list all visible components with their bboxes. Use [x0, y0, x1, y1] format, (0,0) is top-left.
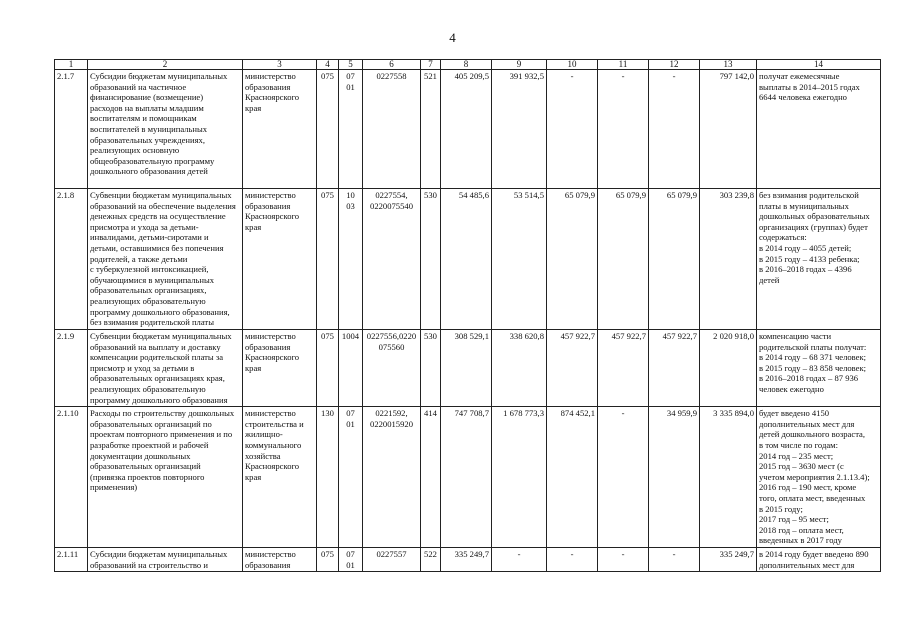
amount-2016: 457 922,7 — [547, 330, 598, 407]
code-section: 07 01 — [339, 548, 363, 572]
code-expense-type: 414 — [421, 407, 441, 548]
row-number: 2.1.10 — [55, 407, 88, 548]
amount-2016: 65 079,9 — [547, 189, 598, 330]
header-cell: 3 — [243, 60, 317, 70]
measure-name: Субвенции бюджетам муниципальных образований на обеспечение выделения денежных средств на осуществление присмотра и ухода за детьми- инвалидами, детьми-сиротами и детьми, оставшимися без попечения родителей, а также детьми с туберкулезной интоксикацией, обучающимися в муниципальных образовательных организациях, реализующих образовательную программу дошкольного образования, без взимания родительской платы — [88, 189, 243, 330]
amount-2014: 405 209,5 — [441, 70, 492, 189]
measure-name: Субвенции бюджетам муниципальных образований на выплату и доставку компенсации родительской платы за присмотр и уход за детьми в образовательных организациях края, реализующих образовательную программу дошкольного образования — [88, 330, 243, 407]
header-cell: 11 — [598, 60, 649, 70]
responsible-ministry: министерство образования — [243, 548, 317, 572]
code-section: 07 01 — [339, 70, 363, 189]
amount-2018: - — [649, 548, 700, 572]
header-cell: 7 — [421, 60, 441, 70]
program-measures-table — [54, 59, 881, 572]
amount-2015: - — [492, 548, 547, 572]
code-grbs: 075 — [317, 70, 339, 189]
row-number: 2.1.11 — [55, 548, 88, 572]
header-cell: 13 — [700, 60, 757, 70]
amount-total: 303 239,8 — [700, 189, 757, 330]
responsible-ministry: министерство образования Красноярского края — [243, 189, 317, 330]
code-target: 0227554, 0220075540 — [363, 189, 421, 330]
code-grbs: 075 — [317, 330, 339, 407]
code-grbs: 075 — [317, 189, 339, 330]
code-target: 0227557 — [363, 548, 421, 572]
code-expense-type: 521 — [421, 70, 441, 189]
code-target: 0227556,0220 075560 — [363, 330, 421, 407]
responsible-ministry: министерство образования Красноярского края — [243, 70, 317, 189]
header-cell: 9 — [492, 60, 547, 70]
header-cell: 6 — [363, 60, 421, 70]
code-expense-type: 530 — [421, 189, 441, 330]
responsible-ministry: министерство образования Красноярского края — [243, 330, 317, 407]
amount-2014: 335 249,7 — [441, 548, 492, 572]
amount-2015: 391 932,5 — [492, 70, 547, 189]
responsible-ministry: министерство строительства и жилищно- коммунального хозяйства Красноярского края — [243, 407, 317, 548]
expected-result: получат ежемесячные выплаты в 2014–2015 годах 6644 человека ежегодно — [757, 70, 881, 189]
amount-total: 335 249,7 — [700, 548, 757, 572]
table-row — [55, 407, 881, 548]
amount-total: 2 020 918,0 — [700, 330, 757, 407]
amount-2015: 1 678 773,3 — [492, 407, 547, 548]
amount-2016: 874 452,1 — [547, 407, 598, 548]
amount-2018: 65 079,9 — [649, 189, 700, 330]
header-cell: 2 — [88, 60, 243, 70]
amount-total: 797 142,0 — [700, 70, 757, 189]
code-section: 1004 — [339, 330, 363, 407]
code-expense-type: 530 — [421, 330, 441, 407]
amount-2018: 457 922,7 — [649, 330, 700, 407]
expected-result: без взимания родительской платы в муниципальных дошкольных образовательных организациях (группах) будет содержаться: в 2014 году – 4055 детей; в 2015 году – 4133 ребенка; в 2016–2018 годах – 4396 детей — [757, 189, 881, 330]
measure-name: Субсидии бюджетам муниципальных образований на строительство и — [88, 548, 243, 572]
amount-2017: - — [598, 548, 649, 572]
code-expense-type: 522 — [421, 548, 441, 572]
table-row — [55, 189, 881, 330]
code-section: 07 01 — [339, 407, 363, 548]
amount-2017: 457 922,7 — [598, 330, 649, 407]
row-number: 2.1.8 — [55, 189, 88, 330]
expected-result: в 2014 году будет введено 890 дополнительных мест для — [757, 548, 881, 572]
code-target: 0227558 — [363, 70, 421, 189]
code-target: 0221592, 0220015920 — [363, 407, 421, 548]
amount-total: 3 335 894,0 — [700, 407, 757, 548]
amount-2014: 747 708,7 — [441, 407, 492, 548]
code-section: 10 03 — [339, 189, 363, 330]
amount-2014: 54 485,6 — [441, 189, 492, 330]
page-number: 4 — [449, 30, 456, 45]
amount-2015: 338 620,8 — [492, 330, 547, 407]
header-cell: 8 — [441, 60, 492, 70]
header-cell: 1 — [55, 60, 88, 70]
header-cell: 14 — [757, 60, 881, 70]
header-cell: 12 — [649, 60, 700, 70]
amount-2014: 308 529,1 — [441, 330, 492, 407]
table-row — [55, 548, 881, 572]
table-row — [55, 70, 881, 189]
header-cell: 4 — [317, 60, 339, 70]
measure-name: Субсидии бюджетам муниципальных образований на частичное финансирование (возмещение) расходов на выплаты младшим воспитателям и помощникам воспитателей в муниципальных образовательных учреждениях, реализующих основную общеобразовательную программу дошкольного образования детей — [88, 70, 243, 189]
code-grbs: 075 — [317, 548, 339, 572]
expected-result: компенсацию части родительской платы получат: в 2014 году – 68 371 человек; в 2015 году – 83 858 человек; в 2016–2018 годах – 87 936 человек ежегодно — [757, 330, 881, 407]
header-cell: 10 — [547, 60, 598, 70]
code-grbs: 130 — [317, 407, 339, 548]
amount-2018: - — [649, 70, 700, 189]
amount-2017: - — [598, 407, 649, 548]
row-number: 2.1.9 — [55, 330, 88, 407]
column-number-row — [55, 60, 881, 70]
table-row — [55, 330, 881, 407]
amount-2016: - — [547, 548, 598, 572]
amount-2018: 34 959,9 — [649, 407, 700, 548]
amount-2016: - — [547, 70, 598, 189]
row-number: 2.1.7 — [55, 70, 88, 189]
amount-2017: 65 079,9 — [598, 189, 649, 330]
amount-2015: 53 514,5 — [492, 189, 547, 330]
expected-result: будет введено 4150 дополнительных мест для детей дошкольного возраста, в том числе по годам: 2014 год – 235 мест; 2015 год – 3630 мест (с учетом мероприятия 2.1.13.4); 2016 год – 190 мест, кроме того, оплата мест, введенных в 2015 году; 2017 год – 95 мест; 2018 год – оплата мест, введенных в 2017 году — [757, 407, 881, 548]
measure-name: Расходы по строительству дошкольных образовательных организаций по проектам повторного применения и по разработке проектной и рабочей документации дошкольных образовательных организаций (привязка проектов повторного применения) — [88, 407, 243, 548]
amount-2017: - — [598, 70, 649, 189]
header-cell: 5 — [339, 60, 363, 70]
